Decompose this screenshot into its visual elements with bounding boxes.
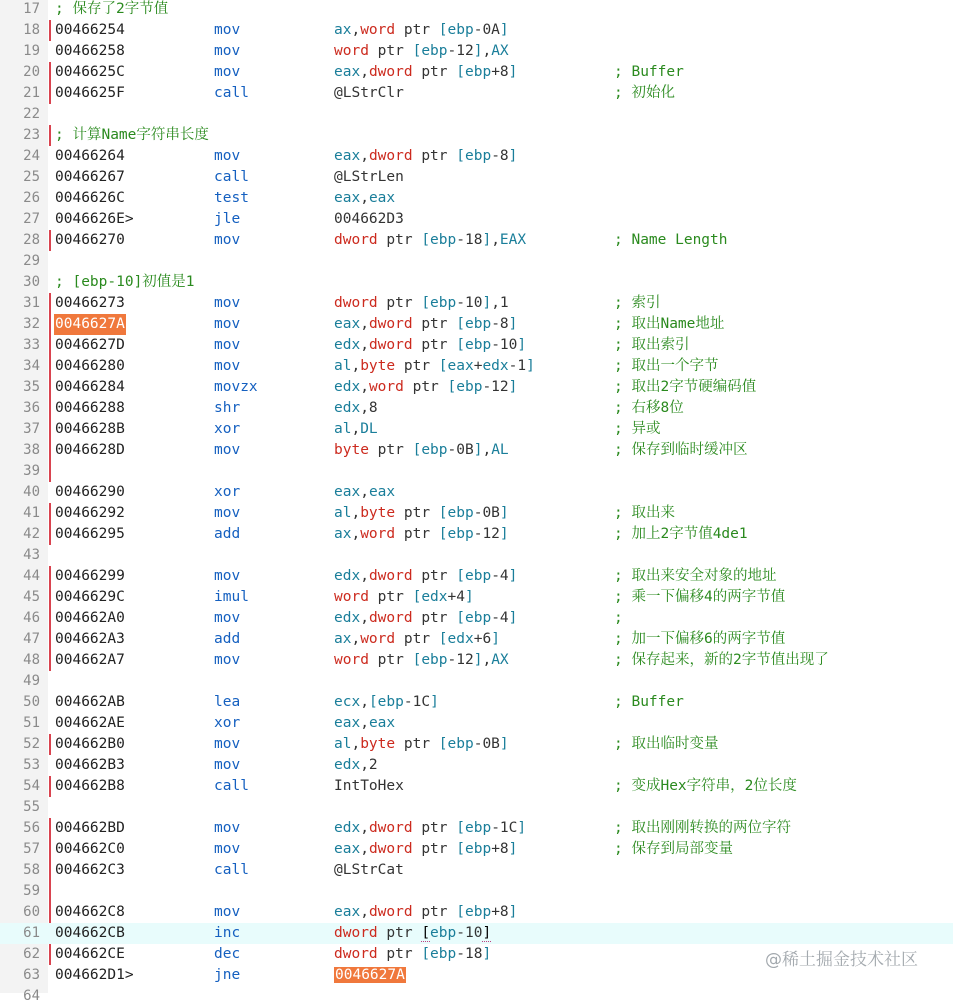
line-number: 27 [23, 211, 40, 227]
address[interactable]: 004662C8 [55, 904, 125, 920]
address[interactable]: 004662B3 [55, 757, 125, 773]
operands: edx,word ptr [ebp-12] [334, 379, 518, 395]
address[interactable]: 004662BD [55, 820, 125, 836]
change-marker [49, 902, 51, 923]
change-marker [49, 566, 51, 587]
line-number: 40 [23, 484, 40, 500]
operands: edx,dword ptr [ebp-4] [334, 568, 518, 584]
operands: edx,dword ptr [ebp-10] [334, 337, 527, 353]
change-marker [49, 629, 51, 650]
line-number: 46 [23, 610, 40, 626]
line-number: 60 [23, 904, 40, 920]
mnemonic: inc [214, 925, 241, 941]
line-number: 24 [23, 148, 40, 164]
code-line[interactable] [0, 272, 953, 293]
mnemonic: movzx [214, 379, 258, 395]
line-number: 28 [23, 232, 40, 248]
mnemonic: mov [214, 64, 241, 80]
comment: ; 取出一个字节 [614, 358, 719, 374]
operands: @LStrCat [334, 862, 404, 878]
operands: edx,8 [334, 400, 378, 416]
operands: eax,eax [334, 484, 396, 500]
operands: word ptr [ebp-12],AX [334, 652, 509, 668]
line-number: 42 [23, 526, 40, 542]
change-marker [49, 776, 51, 797]
address[interactable]: 0046628D [55, 442, 125, 458]
code-line[interactable] [0, 398, 953, 419]
operands: eax,eax [334, 715, 396, 731]
line-number: 63 [23, 967, 40, 983]
comment: ; 取出刚刚转换的两位字符 [614, 820, 791, 836]
mnemonic: mov [214, 43, 241, 59]
change-marker [49, 314, 51, 335]
line-number: 26 [23, 190, 40, 206]
code-line[interactable] [0, 545, 953, 566]
line-number: 22 [23, 106, 40, 122]
address[interactable]: 00466258 [55, 43, 125, 59]
operands: @LStrLen [334, 169, 404, 185]
line-number: 39 [23, 463, 40, 479]
operands: al,byte ptr [eax+edx-1] [334, 358, 535, 374]
change-marker [49, 734, 51, 755]
code-line[interactable] [0, 419, 953, 440]
code-line[interactable] [0, 818, 953, 839]
line-number: 61 [23, 925, 40, 941]
change-marker [49, 20, 51, 41]
mnemonic: add [214, 526, 241, 542]
change-marker [49, 524, 51, 545]
code-line[interactable] [0, 293, 953, 314]
code-line[interactable] [0, 692, 953, 713]
operands: al,DL [334, 421, 378, 437]
line-number: 50 [23, 694, 40, 710]
address[interactable]: 00466284 [55, 379, 125, 395]
code-line[interactable] [0, 629, 953, 650]
code-line[interactable] [0, 188, 953, 209]
code-line[interactable] [0, 797, 953, 818]
mnemonic: mov [214, 652, 241, 668]
code-line[interactable] [0, 230, 953, 251]
address[interactable]: 00466290 [55, 484, 125, 500]
code-line[interactable] [0, 776, 953, 797]
address[interactable]: 00466288 [55, 400, 125, 416]
change-marker [49, 440, 51, 461]
address[interactable]: 00466254 [55, 22, 125, 38]
comment: ; 保存到临时缓冲区 [614, 442, 748, 458]
address[interactable]: 0046628B [55, 421, 125, 437]
operands: @LStrClr [334, 85, 404, 101]
mnemonic: mov [214, 757, 241, 773]
address[interactable]: 004662A0 [55, 610, 125, 626]
code-line[interactable] [0, 881, 953, 902]
comment: ; 加一下偏移6的两字节值 [614, 631, 786, 647]
code-line[interactable] [0, 356, 953, 377]
code-line[interactable] [0, 83, 953, 104]
mnemonic: xor [214, 421, 241, 437]
line-number: 57 [23, 841, 40, 857]
comment: ; Buffer [614, 694, 684, 710]
mnemonic: mov [214, 736, 241, 752]
address[interactable]: 004662A7 [55, 652, 125, 668]
change-marker [49, 587, 51, 608]
mnemonic: jle [214, 211, 241, 227]
code-line[interactable] [0, 524, 953, 545]
change-marker [49, 608, 51, 629]
line-number: 32 [23, 316, 40, 332]
code-line[interactable] [0, 566, 953, 587]
address[interactable]: 0046625F [55, 85, 125, 101]
address[interactable]: 004662B8 [55, 778, 125, 794]
comment: ; 索引 [614, 295, 661, 311]
code-line[interactable] [0, 0, 953, 20]
comment: ; 取出来安全对象的地址 [614, 568, 777, 584]
code-line[interactable] [0, 986, 953, 1007]
line-number: 17 [23, 1, 40, 17]
mnemonic: mov [214, 904, 241, 920]
operands: dword ptr [ebp-10],1 [334, 295, 509, 311]
line-number: 29 [23, 253, 40, 269]
watermark: @稀土掘金技术社区 [765, 950, 918, 970]
mnemonic: mov [214, 841, 241, 857]
mnemonic: call [214, 862, 249, 878]
change-marker [49, 650, 51, 671]
line-number: 51 [23, 715, 40, 731]
comment: ; 取出2字节硬编码值 [614, 379, 757, 395]
operands: al,byte ptr [ebp-0B] [334, 505, 509, 521]
comment: ; 取出Name地址 [614, 316, 725, 332]
line-number: 33 [23, 337, 40, 353]
address[interactable]: 00466270 [55, 232, 125, 248]
line-number: 20 [23, 64, 40, 80]
line-number: 36 [23, 400, 40, 416]
address[interactable]: 00466273 [55, 295, 125, 311]
address[interactable]: 004662B0 [55, 736, 125, 752]
address[interactable]: 00466295 [55, 526, 125, 542]
address[interactable]: 00466292 [55, 505, 125, 521]
mnemonic: call [214, 169, 249, 185]
change-marker [49, 818, 51, 839]
comment-line: ; 保存了2字节值 [55, 1, 169, 17]
address[interactable]: 0046629C [55, 589, 125, 605]
address[interactable]: 00466299 [55, 568, 125, 584]
mnemonic: lea [214, 694, 241, 710]
code-line[interactable] [0, 377, 953, 398]
operands: ax,word ptr [ebp-0A] [334, 22, 509, 38]
line-number: 18 [23, 22, 40, 38]
operands: eax,dword ptr [ebp+8] [334, 64, 518, 80]
mnemonic: mov [214, 232, 241, 248]
mnemonic: mov [214, 442, 241, 458]
code-line[interactable] [0, 713, 953, 734]
code-line[interactable] [0, 209, 953, 230]
change-marker [49, 461, 51, 482]
address[interactable]: 00466264 [55, 148, 125, 164]
address[interactable]: 004662AB [55, 694, 125, 710]
jump-target[interactable]: 0046627A [335, 967, 405, 983]
operands: ecx,[ebp-1C] [334, 694, 439, 710]
code-line[interactable] [0, 923, 953, 944]
comment: ; 右移8位 [614, 400, 684, 416]
line-number: 23 [23, 127, 40, 143]
address[interactable]: 004662C0 [55, 841, 125, 857]
operands: ax,word ptr [edx+6] [334, 631, 500, 647]
line-number: 59 [23, 883, 40, 899]
line-number: 35 [23, 379, 40, 395]
line-number: 53 [23, 757, 40, 773]
address[interactable]: 00466267 [55, 169, 125, 185]
mnemonic: test [214, 190, 249, 206]
operands: dword ptr [ebp-10] [334, 925, 492, 941]
mnemonic: dec [214, 946, 241, 962]
mnemonic: mov [214, 148, 241, 164]
operands: eax,dword ptr [ebp-8] [334, 316, 518, 332]
mnemonic: mov [214, 337, 241, 353]
line-number: 47 [23, 631, 40, 647]
comment: ; 取出索引 [614, 337, 690, 353]
code-line[interactable] [0, 335, 953, 356]
operands [334, 965, 406, 986]
comment: ; 加上2字节值4de1 [614, 526, 748, 542]
comment: ; 变成Hex字符串，2位长度 [614, 778, 797, 794]
comment: ; 取出来 [614, 505, 675, 521]
comment-line: ; 计算Name字符串长度 [55, 127, 209, 143]
code-line[interactable] [0, 461, 953, 482]
code-line[interactable] [0, 146, 953, 167]
comment: ; 初始化 [614, 85, 675, 101]
comment: ; Buffer [614, 64, 684, 80]
line-number: 21 [23, 85, 40, 101]
line-number: 48 [23, 652, 40, 668]
operands: dword ptr [ebp-18] [334, 946, 492, 962]
change-marker [49, 503, 51, 524]
operands: edx,dword ptr [ebp-4] [334, 610, 518, 626]
comment: ; 保存到局部变量 [614, 841, 733, 857]
code-line[interactable] [0, 251, 953, 272]
address[interactable]: 004662A3 [55, 631, 125, 647]
code-line[interactable] [0, 167, 953, 188]
change-marker [49, 398, 51, 419]
operands: 004662D3 [334, 211, 404, 227]
address[interactable]: 00466280 [55, 358, 125, 374]
operands: al,byte ptr [ebp-0B] [334, 736, 509, 752]
line-number: 19 [23, 43, 40, 59]
line-number: 62 [23, 946, 40, 962]
address[interactable]: 004662CE [55, 946, 125, 962]
change-marker [49, 419, 51, 440]
address[interactable]: 0046626E> [55, 211, 134, 227]
line-number: 55 [23, 799, 40, 815]
mnemonic: mov [214, 820, 241, 836]
change-marker [49, 335, 51, 356]
operands: IntToHex [334, 778, 404, 794]
mnemonic: call [214, 778, 249, 794]
line-number: 64 [23, 988, 40, 1004]
comment: ; 取出临时变量 [614, 736, 719, 752]
mnemonic: mov [214, 316, 241, 332]
address[interactable]: 004662D1> [55, 967, 134, 983]
line-number: 43 [23, 547, 40, 563]
line-number: 54 [23, 778, 40, 794]
change-marker [49, 293, 51, 314]
change-marker [49, 944, 51, 965]
operands: dword ptr [ebp-18],EAX [334, 232, 527, 248]
code-line[interactable] [0, 902, 953, 923]
code-line[interactable] [0, 734, 953, 755]
comment-line: ; [ebp-10]初值是1 [55, 274, 195, 290]
code-line[interactable] [0, 860, 953, 881]
line-number: 30 [23, 274, 40, 290]
line-number: 45 [23, 589, 40, 605]
code-line[interactable] [0, 608, 953, 629]
change-marker [49, 125, 51, 146]
line-number: 38 [23, 442, 40, 458]
code-line[interactable] [0, 587, 953, 608]
mnemonic: call [214, 85, 249, 101]
code-line[interactable] [0, 314, 953, 335]
line-number: 49 [23, 673, 40, 689]
mnemonic: jne [214, 967, 241, 983]
change-marker [49, 62, 51, 83]
operands: eax,dword ptr [ebp+8] [334, 904, 518, 920]
change-marker [49, 356, 51, 377]
mnemonic: mov [214, 568, 241, 584]
mnemonic: mov [214, 22, 241, 38]
line-number: 37 [23, 421, 40, 437]
change-marker [49, 881, 51, 902]
line-number: 31 [23, 295, 40, 311]
comment: ; Name Length [614, 232, 728, 248]
operands: ax,word ptr [ebp-12] [334, 526, 509, 542]
change-marker [49, 230, 51, 251]
operands: eax,eax [334, 190, 396, 206]
comment: ; [614, 610, 623, 626]
mnemonic: xor [214, 715, 241, 731]
code-line[interactable] [0, 755, 953, 776]
mnemonic: xor [214, 484, 241, 500]
operands: eax,dword ptr [ebp+8] [334, 841, 518, 857]
code-line[interactable] [0, 650, 953, 671]
mnemonic: add [214, 631, 241, 647]
mnemonic: shr [214, 400, 241, 416]
address[interactable]: 004662C3 [55, 862, 125, 878]
mnemonic: mov [214, 610, 241, 626]
code-line[interactable] [0, 104, 953, 125]
comment: ; 异或 [614, 421, 661, 437]
line-number: 41 [23, 505, 40, 521]
code-line[interactable] [0, 62, 953, 83]
comment: ; 乘一下偏移4的两字节值 [614, 589, 786, 605]
mnemonic: mov [214, 295, 241, 311]
mnemonic: mov [214, 358, 241, 374]
code-line[interactable] [0, 41, 953, 62]
code-line[interactable] [0, 125, 953, 146]
comment: ; 保存起来，新的2字节值出现了 [614, 652, 829, 668]
operands: word ptr [edx+4] [334, 589, 474, 605]
operands: edx,dword ptr [ebp-1C] [334, 820, 527, 836]
line-number: 25 [23, 169, 40, 185]
change-marker [49, 860, 51, 881]
code-line[interactable] [0, 671, 953, 692]
operands: edx,2 [334, 757, 378, 773]
line-number: 44 [23, 568, 40, 584]
change-marker [49, 83, 51, 104]
line-number: 52 [23, 736, 40, 752]
code-line[interactable] [0, 839, 953, 860]
operands: word ptr [ebp-12],AX [334, 43, 509, 59]
address[interactable]: 004662AE [55, 715, 125, 731]
change-marker [49, 839, 51, 860]
address[interactable]: 004662CB [55, 925, 125, 941]
code-line[interactable] [0, 503, 953, 524]
code-line[interactable] [0, 20, 953, 41]
address[interactable]: 0046627D [55, 337, 125, 353]
operands: byte ptr [ebp-0B],AL [334, 442, 509, 458]
line-number: 58 [23, 862, 40, 878]
operands: eax,dword ptr [ebp-8] [334, 148, 518, 164]
mnemonic: mov [214, 505, 241, 521]
line-number: 34 [23, 358, 40, 374]
code-line[interactable] [0, 482, 953, 503]
mnemonic: imul [214, 589, 249, 605]
line-number: 56 [23, 820, 40, 836]
address[interactable]: 0046627A [54, 314, 126, 335]
code-line[interactable] [0, 440, 953, 461]
change-marker [49, 377, 51, 398]
address[interactable]: 0046625C [55, 64, 125, 80]
address[interactable]: 0046626C [55, 190, 125, 206]
